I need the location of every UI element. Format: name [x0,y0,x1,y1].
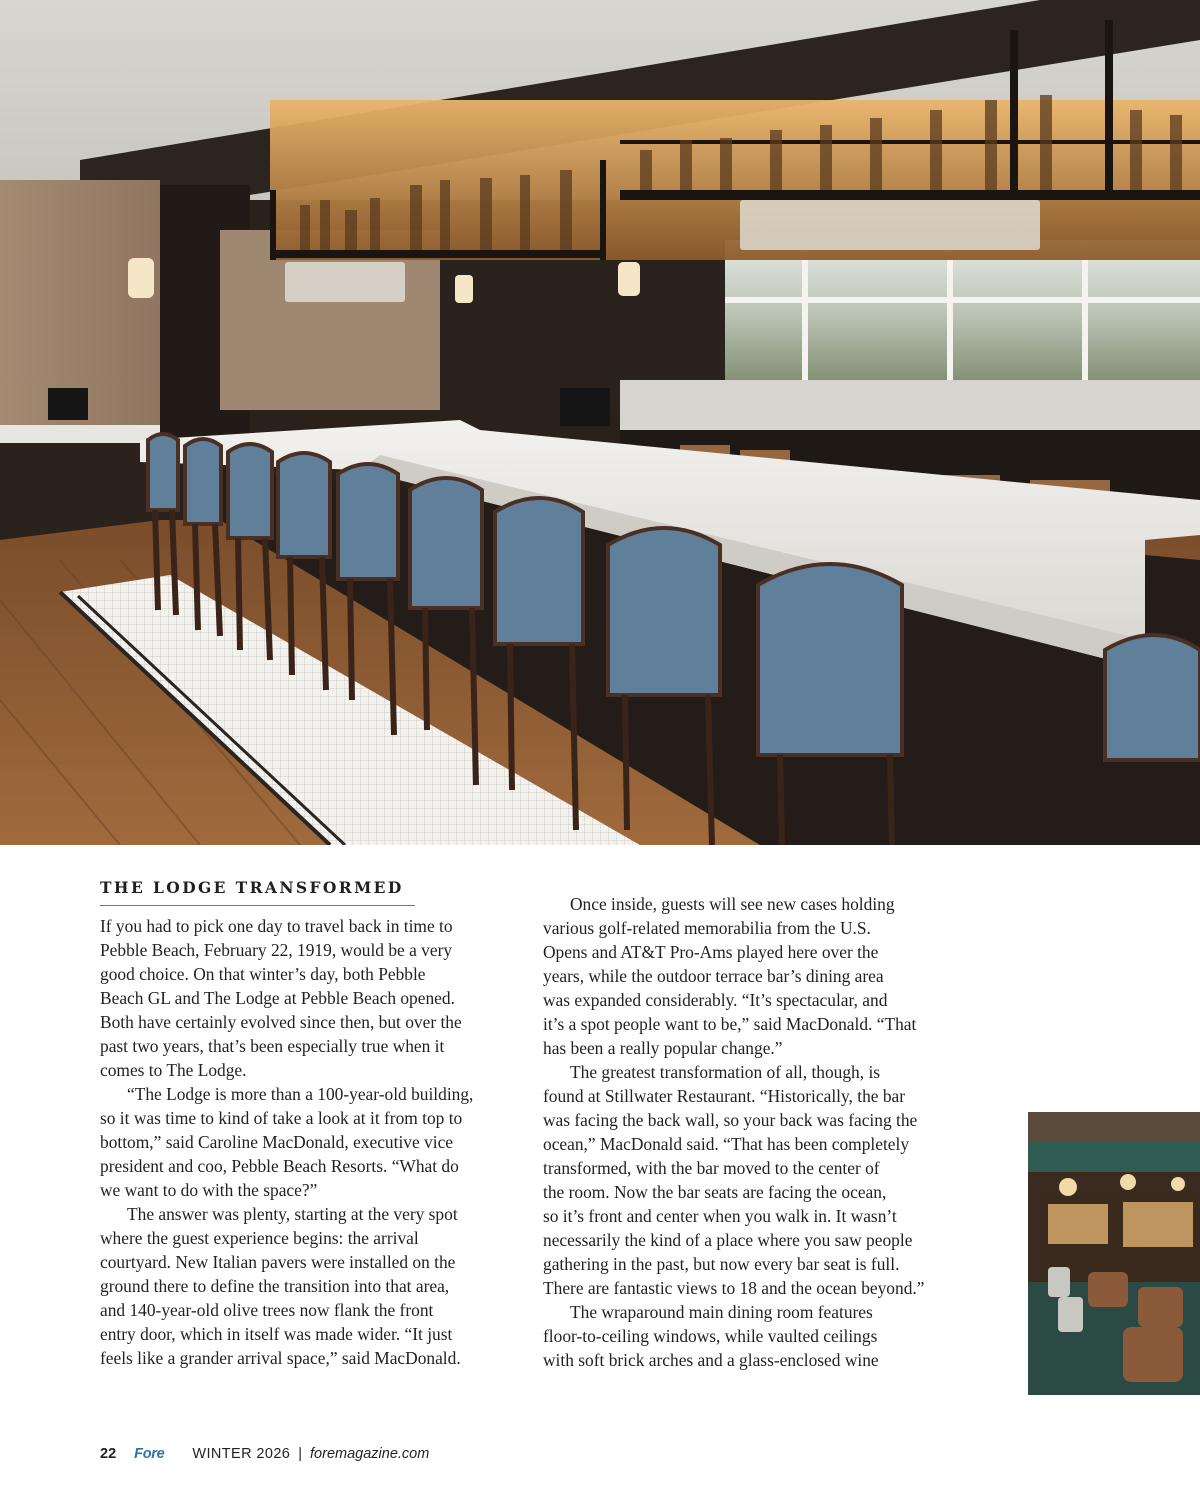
sconce-right [618,262,640,296]
section-heading: THE LODGE TRANSFORMED [100,878,404,897]
paragraph: The answer was plenty, starting at the very spot where the guest experience begins: the arrival courtyard. New Italian pavers were installed on the ground there to define the transition into that area, and 140-year-old olive trees now flank the front entry door, which in itself was made wider. “It just feels like a grander arrival space,” said MacDonald. [100,1204,461,1368]
overhead-shelving [270,100,1200,260]
pos-terminal-left [48,388,88,420]
paragraph: The greatest transformation of all, though, is found at Stillwater Restaurant. “Historically, the bar was facing the back wall, so your back was facing the ocean,” MacDonald said. “That has been completely transformed, with the bar moved to the center of the room. Now the bar seats are facing the ocean, so it’s front and center when you walk in. It wasn’t necessarily the kind of a place where you saw people gathering in the past, but now every bar seat is full. There are fantastic views to 18 and the ocean beyond.” [543,1062,925,1298]
page-number: 22 [100,1446,117,1462]
website-link[interactable]: foremagazine.com [310,1446,430,1462]
dining-room-illustration [1028,1112,1200,1395]
article-right-column [543,892,963,1372]
sconce-left [128,258,154,298]
page-footer [100,1444,429,1464]
paragraph: Once inside, guests will see new cases holding various golf-related memorabilia from the U.S. Opens and AT&T Pro-Ams played here over the years, while the outdoor terrace bar’s dining area was expanded considerably. “It’s spectacular, and it’s a spot people want to be,” said MacDonald. “That has been a really popular change.” [543,894,917,1058]
issue-label: WINTER 2026 [192,1446,291,1462]
sconce-center [455,275,473,303]
magazine-logo: Fore [134,1446,165,1462]
paragraph: The wraparound main dining room features floor-to-ceiling windows, while vaulted ceilings with soft brick arches and a glass-enclosed wine [543,1302,879,1370]
pos-terminal-right [560,388,610,426]
paragraph: If you had to pick one day to travel back in time to Pebble Beach, February 22, 1919, would be a very good choice. On that winter’s day, both Pebble Beach GL and The Lodge at Pebble Beach opened. Both have certainly evolved since then, but over the past two years, that’s been especially true when it comes to The Lodge. [100,916,462,1080]
paragraph: “The Lodge is more than a 100-year-old building, so it was time to kind of take a look at it from top to bottom,” said Caroline MacDonald, executive vice president and coo, Pebble Beach Resorts. “What do we want to do with the space?” [100,1084,474,1200]
article-left-column [100,877,520,1370]
heading-rule [100,905,415,906]
inset-photo [1028,1112,1200,1395]
footer-separator: | [298,1446,303,1462]
